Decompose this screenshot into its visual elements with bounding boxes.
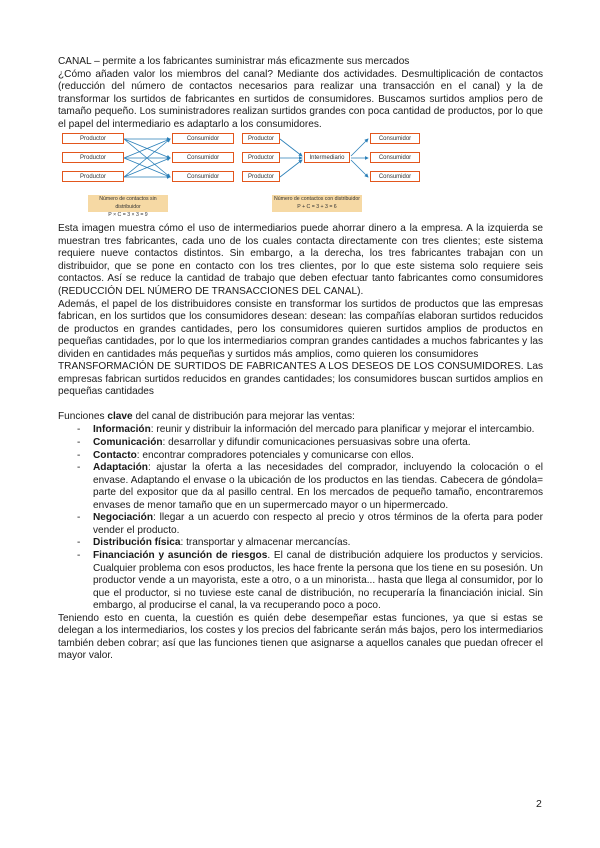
list-item	[93, 550, 543, 613]
functions-list	[58, 424, 543, 612]
intermediary-box: Intermediario	[304, 152, 350, 163]
right-consumer-2: Consumidor	[370, 152, 420, 163]
right-caption	[272, 195, 362, 212]
right-caption-line2: P + C = 3 + 3 = 6	[297, 204, 337, 211]
function-text: : desarrollar y difundir comunicaciones persuasivas sobre una oferta.	[162, 437, 471, 449]
function-term: Distribución física	[93, 537, 181, 549]
left-producer-3: Productor	[62, 171, 124, 182]
contacts-diagram	[62, 133, 542, 219]
function-term: Información	[93, 424, 151, 436]
functions-intro-rest: del canal de distribución para mejorar las ventas:	[132, 410, 355, 422]
function-text: : transportar y almacenar mercancías.	[180, 537, 351, 549]
function-term: Adaptación	[93, 462, 148, 474]
left-producer-2: Productor	[62, 152, 124, 163]
right-consumer-3: Consumidor	[370, 171, 420, 182]
right-producer-1: Productor	[242, 133, 280, 144]
transformation-paragraph: TRANSFORMACIÓN DE SURTIDOS DE FABRICANTES A LOS DESEOS DE LOS CONSUMIDORES. Las empresas fabrican surtidos reducidos en grandes cantidades; los consumidores buscan surtidos amplios en pequeñas cantidades	[58, 361, 543, 398]
left-consumer-3: Consumidor	[172, 171, 234, 182]
page-number: 2	[536, 798, 542, 810]
function-term: Contacto	[93, 449, 137, 461]
section-title: CANAL – permite a los fabricantes suministrar más eficazmente sus mercados	[58, 56, 410, 67]
list-item	[93, 437, 543, 450]
right-producer-2: Productor	[242, 152, 280, 163]
functions-intro-text: Funciones	[58, 410, 108, 422]
function-text: : reunir y distribuir la información del mercado para planificar y mejorar el intercambio.	[150, 424, 535, 436]
left-caption	[88, 195, 168, 219]
list-item	[93, 512, 543, 537]
left-consumer-2: Consumidor	[172, 152, 234, 163]
right-producer-3: Productor	[242, 171, 280, 182]
image-explanation-paragraph: Esta imagen muestra cómo el uso de intermediarios puede ahorrar dinero a la empresa. A la izquierda se muestran tres fabricantes, cada uno de los cuales contacta directamente con tres clientes; este sistema requiere nueve contactos distintos. Sin embargo, a la derecha, los tres fabricantes trabajan con un distribuidor, que se pone en contacto con los tres clientes, por lo que este sistema solo requiere seis contactos. Así se reduce la cantidad de trabajo que deben efectuar tanto fabricantes como consumidores (REDUCCIÓN DEL NÚMERO DE TRANSACCIONES DEL CANAL).	[58, 223, 543, 298]
function-text: : encontrar compradores potenciales y comunicarse con ellos.	[136, 449, 414, 461]
direct-contact-arrows	[124, 139, 170, 177]
function-text: : llegar a un acuerdo con respecto al precio y otros términos de la oferta para poder vender el producto.	[93, 512, 543, 536]
right-caption-line1: Número de contactos con distribuidor	[274, 196, 360, 203]
left-producer-1: Productor	[62, 133, 124, 144]
function-text: : ajustar la oferta a las necesidades del comprador, incluyendo la colocación o el envase. Adaptando el envase o la ubicación de los productos en las tiendas. Cabecera de góndola= parte del expositor que da al pasillo central. En los mercados de pequeño tamaño, encontraremos envases de menor tamaño que en un supermercado mayor o un hipermercado.	[93, 462, 543, 511]
left-caption-line1: Número de contactos sin distribuidor	[99, 196, 157, 211]
functions-intro	[58, 411, 543, 424]
functions-intro-bold: clave	[107, 410, 133, 422]
spacer	[58, 399, 543, 411]
function-term: Comunicación	[93, 437, 163, 449]
distributor-role-paragraph: Además, el papel de los distribuidores consiste en transformar los surtidos de productos que las empresas fabrican, en los surtidos que los consumidores desean: desean: las compañías elaboran surtidos reducidos de productos en grandes cantidades, pero los consumidores quieren surtidos amplios de productos en pequeñas cantidades, por lo que los intermediarios compran grandes cantidades a muchos fabricantes y las dividen en cantidades más pequeñas y surtidos más amplios, como quieren los consumidores	[58, 298, 543, 360]
function-text: . El canal de distribución adquiere los productos y servicios. Cualquier problema con esos productos, les hace frente la persona que los tiene en su posesión. Un productor vende a un mayorista, este a otro, o a un minorista... hasta que llega al consumidor, por lo que el productor, si no tuviese este canal de distribución, no recuperaría la financiación inicial. Sin embargo, al producirse el canal, la va recuperando poco a poco.	[93, 549, 543, 612]
left-caption-line2: P × C = 3 × 3 = 9	[108, 212, 148, 219]
function-term: Financiación y asunción de riesgos	[93, 549, 268, 561]
list-item	[93, 537, 543, 550]
list-item	[93, 462, 543, 512]
closing-paragraph: Teniendo esto en cuenta, la cuestión es quién debe desempeñar estas funciones, ya que si estas se delegan a los intermediarios, los costes y los precios del fabricante serán más bajos, pero los intermediarios también deben cobrar; así que las funciones tienen que asignarse a aquellos canales que puedan ofrecer el mayor valor.	[58, 612, 543, 662]
list-item	[93, 450, 543, 463]
right-consumer-1: Consumidor	[370, 133, 420, 144]
function-term: Negociación	[93, 512, 154, 524]
list-item	[93, 424, 543, 437]
document-page	[58, 56, 543, 663]
intro-paragraph: ¿Cómo añaden valor los miembros del canal? Mediante dos actividades. Desmultiplicación de contactos (reducción del número de contactos necesarios para realizar una transacción en el canal) y la de transformar los surtidos de fabricantes en surtidos de consumidores. Buscamos surtidos amplios pero de tamaño pequeño. Los suministradores realizan surtidos grandes con poca cantidad de productos, por lo que el papel del intermediario es adaptarlo a los consumidores.	[58, 68, 543, 130]
left-consumer-1: Consumidor	[172, 133, 234, 144]
